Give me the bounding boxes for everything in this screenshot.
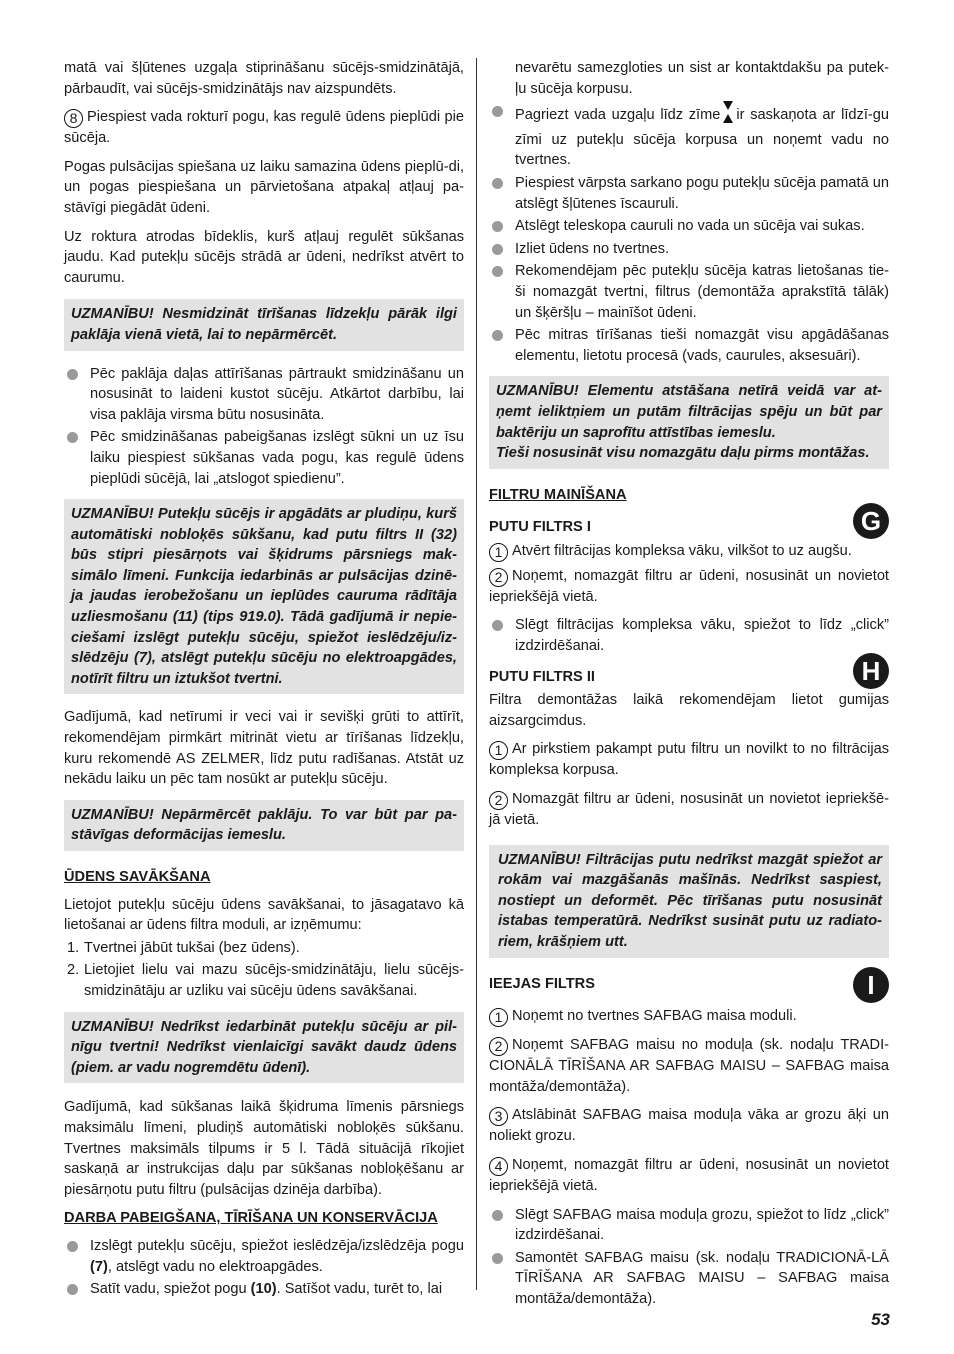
bullet-icon	[67, 369, 78, 380]
list-item-text: Pagriezt vada uzgaļu līdz zīme	[515, 107, 721, 124]
step	[489, 1006, 889, 1027]
section-heading: IEEJAS FILTRS	[489, 975, 595, 992]
list-item-text: Slēgt filtrācijas kompleksa vāku, spiežot to līdz „click” izdzirdēšanai.	[515, 617, 889, 655]
step-text: Noņemt, nomazgāt filtru ar ūdeni, nosusināt un novietot iepriekšējā vietā.	[489, 1156, 889, 1194]
warning-box: UZMANĪBU! Nepārmērcēt paklāju. To var būt par pa-stāvīgas deformācijas iemeslu.	[64, 800, 464, 851]
bullet-icon	[492, 244, 503, 255]
step-text: Noņemt, nomazgāt filtru ar ūdeni, nosusināt un novietot iepriekšējā vietā.	[489, 567, 889, 605]
list-item-text: nevarētu samezgloties un sist ar kontaktdakšu pa putek-ļu sūcēja korpusu.	[515, 60, 889, 97]
warning-box: UZMANĪBU! Nesmidzināt tīrīšanas līdzekļu pārāk ilgi paklāja vienā vietā, lai to nepārmērcēt.	[64, 299, 464, 350]
paragraph	[64, 107, 464, 149]
step-text: Atslābināt SAFBAG maisa moduļa vāka ar grozu āķi un noliekt grozu.	[489, 1107, 889, 1145]
paragraph: Filtra demontāžas laikā rekomendējam lietot gumijas aizsargcimdus.	[489, 692, 889, 729]
list-item-text: Lietojiet lielu vai mazu sūcējs-smidzinātāju, lielu sūcējs-smidzinātāju ar uzliku vai sūcēju ūdens savākšanai.	[84, 962, 464, 999]
paragraph: Pogas pulsācijas spiešana uz laiku samazina ūdens pieplū-di, un pogas piespiešana un pārvietošana atpakaļ atļauj pa-stāvīgi piegādāt ūdeni.	[64, 158, 464, 216]
step	[489, 1105, 889, 1147]
step-text: Noņemt no tvertnes SAFBAG maisa moduli.	[512, 1008, 797, 1025]
step-number: 2	[489, 568, 508, 587]
reference-number: (10)	[250, 1281, 277, 1298]
list-item	[64, 1279, 464, 1300]
step-text: Noņemt SAFBAG maisu no moduļa (sk. nodaļu TRADI-CIONĀLĀ TĪRĪŠANA AR SAFBAG MAISU – SAFBAG maisa montāža/demontāža).	[489, 1037, 889, 1095]
paragraph: Gadījumā, kad sūkšanas laikā šķidruma līmenis pārsniegs maksimālu līmeni, pludiņš automātiski nobloķēs sūkšanu. Tvertnes maksimāls tilpums ir 5 l. Tādā situācijā rīkojiet saskaņā ar instrukcijas daļu par sūkšanas nobloķēšanu ar piesārņotu putu filtru (pulsācijas dzinēja darbība).	[64, 1099, 464, 1198]
list-item-text: Rekomendējam pēc putekļu sūcēja katras lietošanas tie-ši nomazgāt tvertni, filtrus (demontāža aprakstītā tālāk) un šķēršļu – mainīšot ūdeni.	[515, 263, 889, 321]
list-item	[489, 58, 889, 99]
warning-box: UZMANĪBU! Filtrācijas putu nedrīkst mazgāt spiežot ar rokām vai mazgāšanās mašīnās. Nedrīkst saspiest, nostiept un deformēt. Pēc tīrīšanas putu nosusināt istabas temperatūrā. Nedrīkst susināt putu uz radiato-riem, krāšņiem utt.	[489, 845, 889, 958]
alignment-mark-icon	[723, 101, 733, 130]
paragraph-text: Piespiest vada rokturī pogu, kas regulē ūdens pieplūdi pie sūcēja.	[64, 109, 464, 147]
warning-box: UZMANĪBU! Putekļu sūcējs ir apgādāts ar pludiņu, kurš automātiski nobloķēs sūkšanu, kad putu filtrs II (32) būs stipri piesārņots vai šķidrums pārsniegs mak-simālo līmeni. Funkcija iedarbinās ar pulsācijas dzinē-ja jaudas ierobežošanu un ieplūdes cauruma rādītāja uzliesmošanu (11) (tips 919.0). Tādā gadījumā ir nepie-ciešami izslēgt putekļu sūcēju, spiežot ieslēdzēju/iz-slēdzēju (7), atslēgt putekļu sūcēju no elektroapgādes, notīrīt filtru un iztukšot tvertni.	[64, 499, 464, 694]
list-item-text: Izliet ūdens no tvertnes.	[515, 240, 670, 257]
list-number: 2.	[67, 962, 80, 979]
step	[489, 789, 889, 831]
list-item	[489, 239, 889, 260]
figure-badge-h: H	[853, 653, 889, 689]
step	[489, 541, 889, 562]
list-item	[489, 101, 889, 171]
warning-box: UZMANĪBU! Nedrīkst iedarbināt putekļu sūcēju ar pil-nīgu tvertni! Nedrīkst vienlaicīgi savākt daudz ūdens (piem. ar vadu nogremdētu ūdenī).	[64, 1012, 464, 1084]
list-item-text: Satīt vadu, spiežot pogu	[90, 1281, 251, 1298]
list-item-text: Izslēgt putekļu sūcēju, spiežot ieslēdzēja/izslēdzēja pogu	[90, 1237, 464, 1254]
bullet-icon	[492, 1253, 503, 1264]
list-item	[489, 216, 889, 237]
step-text: Nomazgāt filtru ar ūdeni, nosusināt un novietot iepriekšē-jā vietā.	[489, 791, 889, 829]
bullet-icon	[492, 178, 503, 189]
step-number: 1	[489, 1008, 508, 1027]
list-item-text: Slēgt SAFBAG maisa moduļa grozu, spiežot to līdz „click” izdzirdēšanai.	[515, 1206, 889, 1244]
warning-text: UZMANĪBU! Elementu atstāšana netīrā veidā var at-ņemt ieliktņiem un putām filtrācijas spēju un būt par baktēriju un saprofītu attīstības iemeslu.	[496, 383, 882, 441]
bullet-icon	[492, 330, 503, 341]
list-item-text: Samontēt SAFBAG maisu (sk. nodaļu TRADICIONĀ-LĀ TĪRĪŠANA AR SAFBAG MAISU – SAFBAG maisa montāža/demontāža).	[515, 1249, 889, 1307]
step-number: 2	[489, 791, 508, 810]
list-item	[64, 938, 464, 959]
paragraph: matā vai šļūtenes uzgaļa stiprināšanu sūcējs-smidzinātājā, pārbaudīt, vai sūcējs-smidzinātājs nav aizspundēts.	[64, 60, 464, 97]
list-item-text: Pēc paklāja daļas attīrīšanas pārtraukt smidzināšanu un nosusināt to laideni kustot sūcēju. Atkārtot darbību, lai visa paklāja virsma būtu nosusināta.	[90, 365, 464, 423]
list-item	[64, 427, 464, 489]
step-text: Ar pirkstiem pakampt putu filtru un novilkt to no filtrācijas kompleksa korpusa.	[489, 741, 889, 779]
list-number: 1.	[67, 939, 80, 956]
section-heading: DARBA PABEIGŠANA, TĪRĪŠANA UN KONSERVĀCIJA	[64, 1210, 438, 1227]
step-number: 8	[64, 109, 83, 128]
figure-badge-g: G	[853, 503, 889, 539]
list-item	[489, 615, 889, 656]
list-item	[64, 960, 464, 1001]
step	[489, 739, 889, 781]
section-heading: ŪDENS SAVĀKŠANA	[64, 869, 211, 885]
list-item	[64, 364, 464, 426]
list-item	[489, 173, 889, 214]
list-item-text: ir saskaņota ar līdzī-gu zīmi uz putekļu sūcēja korpusa un noņemt vadu no tvertnes.	[515, 107, 889, 169]
bullet-icon	[492, 266, 503, 277]
bullet-icon	[492, 221, 503, 232]
bullet-icon	[67, 1241, 78, 1252]
list-item	[489, 1205, 889, 1246]
reference-number: (7)	[90, 1258, 108, 1275]
warning-box	[489, 376, 889, 468]
bullet-list	[489, 1205, 889, 1310]
bullet-list	[64, 1236, 464, 1300]
bullet-list	[64, 364, 464, 490]
bullet-list	[489, 58, 889, 366]
bullet-icon	[492, 106, 503, 117]
step-text: Atvērt filtrācijas kompleksa vāku, vilkšot to uz augšu.	[512, 542, 852, 559]
step	[489, 1035, 889, 1097]
bullet-icon	[492, 1210, 503, 1221]
bullet-icon	[67, 1284, 78, 1295]
step-number: 1	[489, 543, 508, 562]
list-item-text: Pēc mitras tīrīšanas tieši nomazgāt visu apgādāšanas elementu, lietotu procesā (vads, caurules, aksesuāri).	[515, 327, 889, 364]
numbered-list	[64, 938, 464, 1002]
figure-badge-i: I	[853, 967, 889, 1003]
paragraph: Gadījumā, kad netīrumi ir veci vai ir sevišķi grūti to attīrīt, rekomendējam pirmkārt mitrināt vietu ar tīrīšanas līdzekļu, kuru rekomendē AS ZELMER, līdz putu radīšanas. Atstāt uz nekādu laiku un pēc tam nosūkt ar putekļu sūcēju.	[64, 709, 464, 788]
step	[489, 1155, 889, 1197]
page-number: 53	[871, 1310, 890, 1329]
paragraph: Uz roktura atrodas bīdeklis, kurš atļauj regulēt sūkšanas jaudu. Kad putekļu sūcējs strādā ar ūdeni, nedrīkst atvērt to caurumu.	[64, 228, 464, 286]
bullet-icon	[492, 620, 503, 631]
right-column	[489, 58, 889, 1318]
subsection-heading: PUTU FILTRS I	[489, 519, 591, 536]
paragraph: Lietojot putekļu sūcēju ūdens savākšanai, to jāsagatavo kā lietošanai ar ūdens filtra moduli, ar izņēmumu:	[64, 896, 464, 934]
list-item	[64, 1236, 464, 1277]
list-item-text: Pēc smidzināšanas pabeigšanas izslēgt sūkni un uz īsu laiku piespiest sūkšanas vada pogu, kas regulē ūdens pieplūdi sūcējā, lai „atslogot spiedienu”.	[90, 429, 464, 487]
list-item-text: Atslēgt teleskopa cauruli no vada un sūcēja vai sukas.	[515, 218, 865, 235]
list-item-text: . Satīšot vadu, turēt to, lai	[276, 1281, 443, 1298]
bullet-list	[489, 615, 889, 656]
list-item	[489, 1248, 889, 1310]
step-number: 3	[489, 1107, 508, 1126]
list-item-text: Tvertnei jābūt tukšai (bez ūdens).	[84, 939, 300, 956]
list-item	[489, 261, 889, 323]
subsection-heading: PUTU FILTRS II	[489, 668, 595, 685]
column-divider	[476, 58, 477, 1290]
list-item-text: , atslēgt vadu no elektroapgādes.	[107, 1258, 323, 1275]
left-column	[64, 58, 464, 1308]
step	[489, 566, 889, 608]
warning-text: Tieši nosusināt visu nomazgātu daļu pirms montāžas.	[496, 445, 870, 462]
section-heading: FILTRU MAINĪŠANA	[489, 486, 627, 503]
step-number: 2	[489, 1037, 508, 1056]
list-item-text: Piespiest vārpsta sarkano pogu putekļu sūcēja pamatā un atslēgt šļūtenes īscauruli.	[515, 174, 889, 212]
step-number: 1	[489, 741, 508, 760]
step-number: 4	[489, 1157, 508, 1176]
bullet-icon	[67, 432, 78, 443]
list-item	[489, 325, 889, 366]
